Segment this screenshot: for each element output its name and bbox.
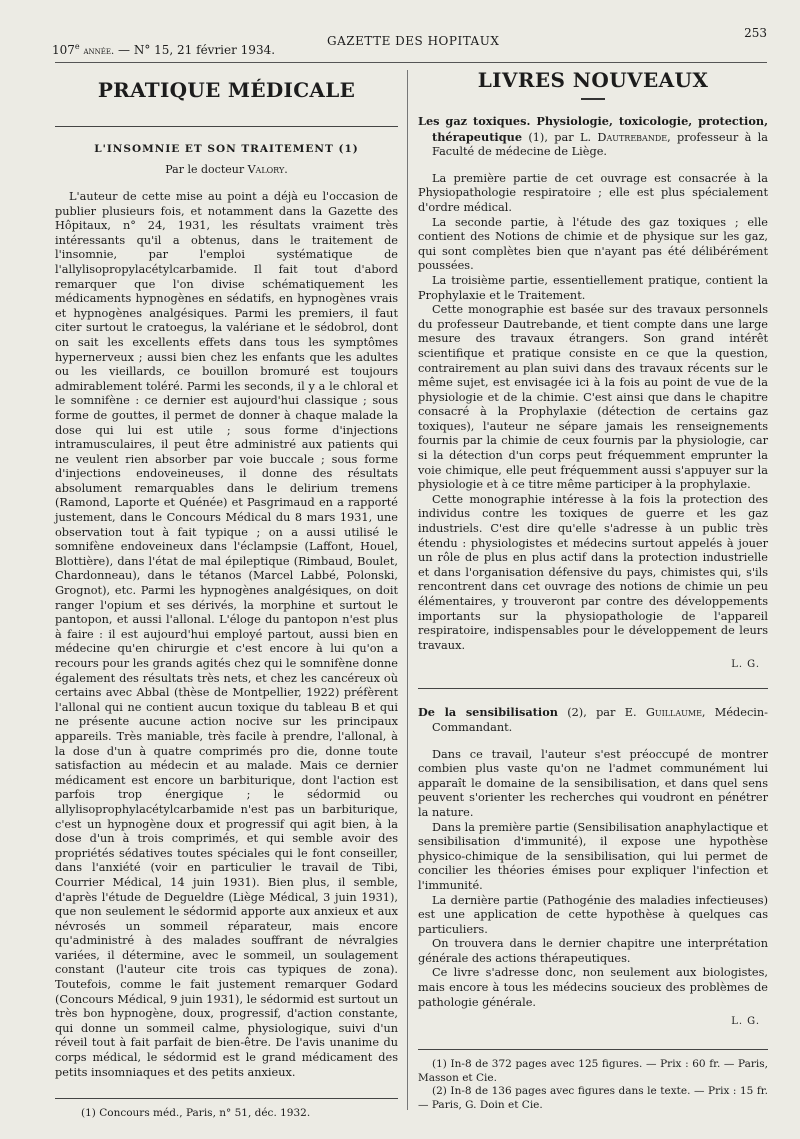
review-title: Les gaz toxiques. Physiologie, toxicologie, protection, thérapeutique (1), par L. Dautrebande, professeur à la Faculté de médecine de Liège. bbox=[418, 114, 769, 159]
review-paragraph: Ce livre s'adresse donc, non seulement aux biologistes, mais encore à tous les médecins soucieux des problèmes de pathologie générale. bbox=[418, 966, 768, 1009]
review-separator bbox=[418, 688, 768, 689]
issue-info: 107e année. — N° 15, 21 février 1934. bbox=[52, 42, 276, 57]
rubric-rule bbox=[581, 98, 605, 100]
header-rule bbox=[55, 62, 767, 63]
review-signature: L. G. bbox=[731, 659, 760, 671]
article-title: L'INSOMNIE ET SON TRAITEMENT (1) bbox=[94, 143, 359, 155]
journal-name: GAZETTE DES HOPITAUX bbox=[327, 34, 500, 48]
footnote: (2) In-8 de 136 pages avec figures dans le texte. — Prix : 15 fr. — Paris, G. Doin et Cie. bbox=[418, 1085, 768, 1112]
article-body: L'auteur de cette mise au point a déjà eu l'occasion de publier plusieurs fois, et notamment dans la Gazette des Hôpitaux, n° 24, 1931, les résultats vraiment très intéressants qu'il a obtenus, dans le traitement de l'insomnie, par l'emploi systématique de l'allylisopropylacétylcarbamide. Il fait tout d'abord remarquer que l'on divise schématiquement les médicaments hypnogènes en sédatifs, en hypnogènes vrais et hypnogènes analgésiques. Parmi les premiers, il faut citer surtout le cratoegus, la valériane et le sédobrol, dont on sait les excellents effets dans tous les symptômes hypernerveux ; aussi bien chez les enfants que les adultes ou les vieillards, ce bouillon bromuré est toujours admirablement toléré. Parmi les seconds, il y a le chloral et le somnifène : ce dernier est aujourd'hui classique ; sous forme de gouttes, il permet de donner à chaque malade la dose qui lui est utile ; sous forme d'injections intramusculaires, il peut être administré aux patients qui ne veulent rien absorber par voie buccale ; sous forme d'injections endoveineuses, il donne des résultats absolument remarquables dans le delirium tremens (Ramond, Laporte et Quénée) et Pasgrimaud en a rapporté justement, dans le Concours Médical du 8 mars 1931, une observation tout à fait typique ; on a aussi utilisé le somnifène endoveineux dans l'éclampsie (Laffont, Houel, Blottière), dans l'état de mal épileptique (Rimbaud, Boulet, Chardonneau), dans le tétanos (Marcel Labbé, Polonski, Grognot), etc. Parmi les hypnogènes analgésiques, on doit ranger l'opium et ses dérivés, la morphine et surtout le pantopon, et aussi l'allonal. L'éloge du pantopon n'est plus à faire : il est aujourd'hui employé partout, aussi bien en médecine qu'en chirurgie et c'est encore à lui qu'on a recours pour les grands agités chez qui le somnifène donne également des résultats très nets, et chez les cancéreux où certains avec Abbal (thèse de Montpellier, 1922) préfèrent l'allonal qui ne contient aucun toxique du tableau B et qui ne présente aucune action nocive sur les principaux appareils. Très maniable, très facile à prendre, l'allonal, à la dose d'un à quatre comprimés pro die, donne toute satisfaction au médecin et au malade. Mais ce dernier médicament est encore un barbiturique, dont l'action est parfois trop énergique ; le sédormid ou allylisoprophylacétylcarbamide n'est pas un barbiturique, c'est un hypnogène doux et progressif qui agit bien, à la dose d'un à trois comprimés, et qui semble avoir des propriétés sédatives toutes spéciales qui le font conseiller, dans l'anxiété (voir en particulier le travail de Tibi, Courrier Médical, 14 juin 1931). Bien plus, il semble, d'après l'étude de Degueldre (Liège Médical, 3 juin 1931), que non seulement le sédormid apporte aux anxieux et aux névrosés un sommeil réparateur, mais encore qu'administré à des malades souffrant de névralgies variées, il détermine, avec le sommeil, un soulagement constant (l'auteur cite trois cas typiques de zona). Toutefois, comme le fait justement remarquer Godard (Concours Médical, 9 juin 1931), le sédormid est surtout un très bon hypnogène, doux, progressif, d'action constante, qui donne un sommeil calme, physiologique, suivi d'un réveil tout à fait parfait de bien-être. De l'avis unanime du corps médical, le sédormid est le grand médicament des petits insomniaques et des petits anxieux. bbox=[55, 190, 398, 1079]
left-column bbox=[55, 68, 398, 1119]
review-paragraph: Cette monographie intéresse à la fois la protection des individus contre les toxiques de guerre et les gaz industriels. C'est dire qu'elle s'adresse à un public très étendu : physiologistes et médecins surtout appelés à jouer un rôle de plus en plus actif dans la protection industrielle et dans l'organisation défensive du pays, chimistes qui, s'ils rencontrent dans cet ouvrage des notions de chimie un peu élémentaires, y trouveront par contre des développements importants sur la physiopathologie de l'appareil respiratoire, indispensables pour le développement de leurs travaux. bbox=[418, 492, 768, 652]
rubric-rule bbox=[55, 126, 398, 127]
review-paragraph: La seconde partie, à l'étude des gaz toxiques ; elle contient des Notions de chimie et de physique sur les gaz, qui sont complètes bien que n'ayant pas été délibérément poussées. bbox=[418, 215, 768, 273]
page-number: 253 bbox=[744, 26, 767, 40]
review-title: De la sensibilisation (2), par E. Guillaume, Médecin-Commandant. bbox=[418, 705, 768, 734]
review-paragraph: La troisième partie, essentiellement pratique, contient la Prophylaxie et le Traitement. bbox=[418, 273, 768, 302]
footnote: (1) In-8 de 372 pages avec 125 figures. — Prix : 60 fr. — Paris, Masson et Cie. bbox=[418, 1058, 768, 1084]
review-paragraph: La dernière partie (Pathogénie des maladies infectieuses) est une application de cette hypothèse à quelques cas particuliers. bbox=[418, 893, 768, 936]
footnote-rule bbox=[418, 1049, 768, 1050]
review-paragraph: Dans ce travail, l'auteur s'est préoccupé de montrer combien plus vaste qu'on ne l'admet communément lui apparaît le domaine de la sensibilisation, et dans quel sens peuvent s'orienter les recherches qui voudront en pénétrer la nature. bbox=[418, 747, 768, 819]
review-paragraph: La première partie de cet ouvrage est consacrée à la Physiopathologie respiratoire ; elle est plus spécialement d'ordre médical. bbox=[418, 171, 768, 214]
section-rubric-books: LIVRES NOUVEAUX bbox=[477, 68, 709, 92]
right-column bbox=[418, 68, 768, 1113]
column-rule bbox=[407, 70, 408, 1110]
page-header bbox=[52, 26, 767, 57]
section-rubric: PRATIQUE MÉDICALE bbox=[97, 78, 356, 102]
footnote-rule bbox=[55, 1098, 398, 1099]
review-signature: L. G. bbox=[731, 1016, 760, 1028]
review-paragraph: Cette monographie est basée sur des travaux personnels du professeur Dautrebande, et tient compte dans une large mesure des travaux étrangers. Son grand intérêt scientifique et pratique consiste en ce que la question, contrairement au plan suivi dans des travaux récents sur le même sujet, est envisagée ici à la fois au point de vue de la physiologie et de la chimie. C'est ainsi que dans le chapitre consacré à la Prophylaxie (détection de certains gaz toxiques), l'auteur ne sépare jamais les renseignements fournis par la chimie de ceux fournis par la physiologie, car si la détection d'un corps peut fréquemment emprunter la voie chimique, elle peut fréquemment aussi s'appuyer sur la physiologie et à ce titre même participer à la prophylaxie. bbox=[418, 303, 768, 492]
footnote: (1) Concours méd., Paris, n° 51, déc. 1932. bbox=[81, 1107, 311, 1120]
byline: Par le docteur Valory. bbox=[165, 163, 288, 176]
review-paragraph: Dans la première partie (Sensibilisation anaphylactique et sensibilisation d'immunité), il expose une hypothèse physico-chimique de la sensibilisation, qui lui permet de concilier les théories émises pour expliquer l'infection et l'immunité. bbox=[418, 820, 768, 892]
review-paragraph: On trouvera dans le dernier chapitre une interprétation générale des actions thérapeutiques. bbox=[418, 937, 768, 965]
